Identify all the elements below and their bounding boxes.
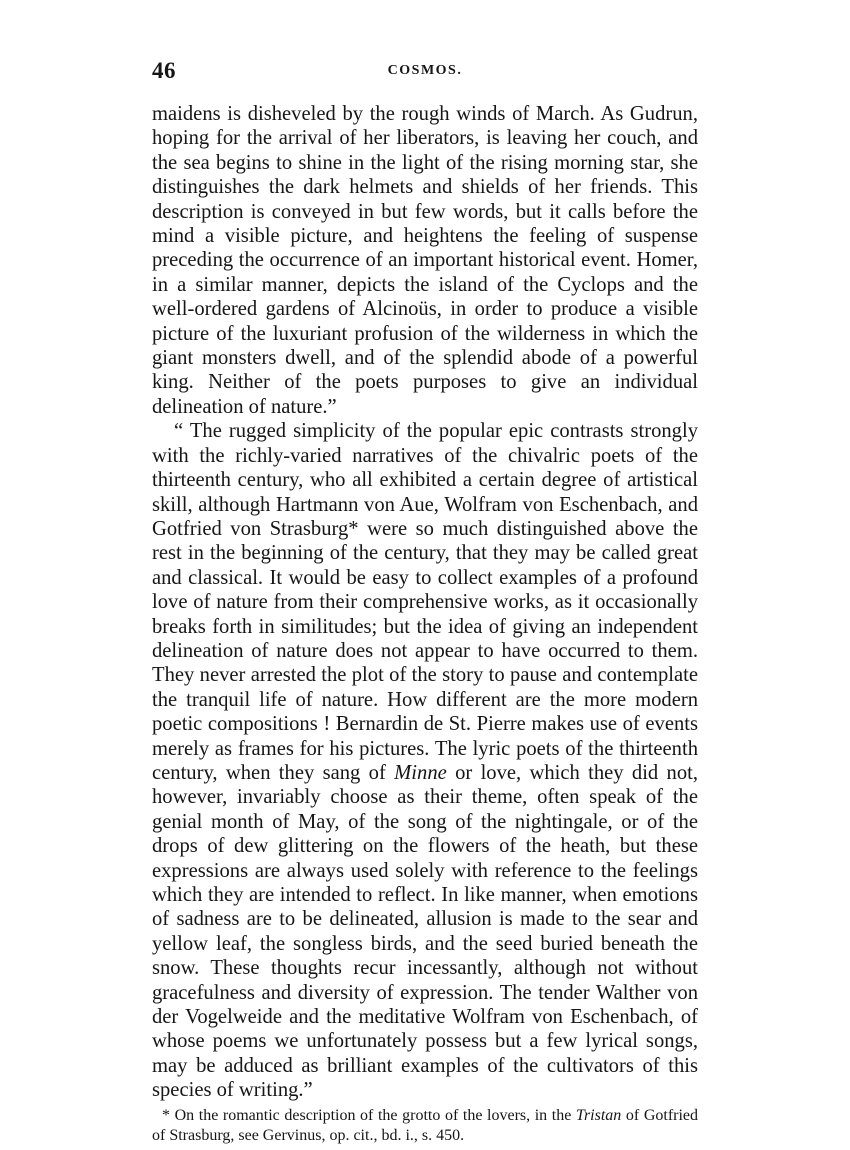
paragraph-text: “ The rugged simplicity of the popular epic contrasts strongly with the richly-varied narratives of the chivalric poets of the thirteenth century, who all exhibited a certain degree of artistical skill, although Hartmann von Aue, Wolfram von Eschenbach, and Gotfried von Strasburg* were so much distinguished above the rest in the beginning of the century, that they may be called great and classical. It would be easy to collect examples of a profound love of nature from their comprehensive works, as it occasionally breaks forth in similitudes; but the idea of giving an independent delineation of nature does not appear to have occurred to them. They never arrested the plot of the story to pause and contemplate the tranquil life of nature. How different are the more modern poetic compositions ! Bernardin de St. Pierre makes use of events merely as frames for his pictures. The lyric poets of the thirteenth century, when they sang of bbox=[152, 420, 698, 784]
paragraph: maidens is disheveled by the rough winds of March. As Gudrun, hoping for the arrival of her liberators, is leaving her couch, and the sea begins to shine in the light of the rising morning star, she distinguishes the dark helmets and shields of her friends. This description is conveyed in but few words, but it calls before the mind a visible picture, and heightens the feeling of suspense preceding the occurrence of an important historical event. Homer, in a similar manner, depicts the island of the Cyclops and the well-ordered gardens of Alcinoüs, in order to produce a visible picture of the luxuriant profusion of the wilderness in which the giant monsters dwell, and of the splendid abode of a powerful king. Neither of the poets purposes to give an individual delineation of nature.” bbox=[152, 103, 698, 418]
running-title: COSMOS. bbox=[387, 63, 463, 78]
running-head bbox=[152, 58, 698, 88]
footnote bbox=[152, 1106, 698, 1146]
book-page bbox=[152, 58, 698, 1146]
italic-term: Minne bbox=[394, 761, 447, 784]
page-number: 46 bbox=[152, 58, 176, 83]
footnote-text: * On the romantic description of the grotto of the lovers, in the bbox=[162, 1106, 572, 1124]
footnote-text: of Gotfried of Strasburg, see Gervinus, op. cit., bd. i., s. 450. bbox=[152, 1106, 699, 1144]
paragraph bbox=[152, 419, 698, 1102]
body-text bbox=[152, 102, 698, 1103]
footnote-italic-title: Tristan bbox=[575, 1106, 622, 1124]
paragraph-text: or love, which they did not, however, invariably choose as their theme, often speak of the genial month of May, of the song of the nightingale, or of the drops of dew glittering on the flowers of the heath, but these expressions are always used solely with reference to the feelings which they are intended to reflect. In like manner, when emotions of sadness are to be delineated, allusion is made to the sear and yellow leaf, the songless birds, and the seed buried beneath the snow. These thoughts recur incessantly, although not without gracefulness and diversity of expression. The tender Walther von der Vogelweide and the meditative Wolfram von Eschenbach, of whose poems we unfortunately possess but a few lyrical songs, may be adduced as brilliant examples of the cultivators of this species of writing.” bbox=[152, 761, 699, 1102]
